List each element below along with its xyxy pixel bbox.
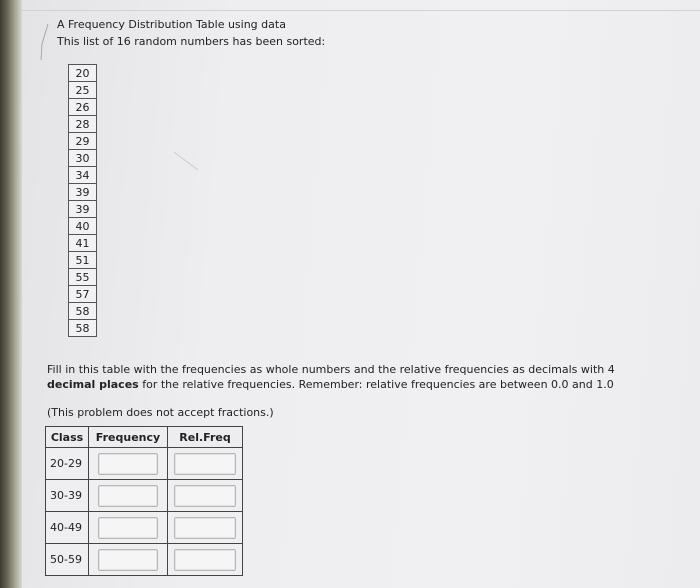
number-cell: 39 <box>69 201 97 218</box>
number-row <box>69 320 97 337</box>
class-cell: 50-59 <box>46 544 89 576</box>
page-subtitle: This list of 16 random numbers has been sorted: <box>57 35 326 48</box>
frequency-row <box>46 480 243 512</box>
number-cell: 26 <box>69 99 97 116</box>
frequency-table-header-row <box>46 427 243 448</box>
number-row <box>69 150 97 167</box>
number-cell: 29 <box>69 133 97 150</box>
frequency-cell <box>89 544 168 576</box>
sorted-numbers-table <box>68 64 97 337</box>
number-cell: 39 <box>69 184 97 201</box>
number-row <box>69 82 97 99</box>
frequency-input[interactable] <box>98 485 158 507</box>
number-cell: 30 <box>69 150 97 167</box>
number-cell: 28 <box>69 116 97 133</box>
number-row <box>69 286 97 303</box>
rel-freq-cell <box>168 544 243 576</box>
rel-freq-input[interactable] <box>174 485 236 507</box>
frequency-cell <box>89 448 168 480</box>
number-cell: 58 <box>69 303 97 320</box>
class-cell: 40-49 <box>46 512 89 544</box>
number-row <box>69 218 97 235</box>
class-cell: 20-29 <box>46 448 89 480</box>
no-fractions-note: (This problem does not accept fractions.) <box>47 406 274 419</box>
number-row <box>69 99 97 116</box>
number-row <box>69 201 97 218</box>
page-title: A Frequency Distribution Table using data <box>57 18 286 31</box>
header-rel-freq: Rel.Freq <box>168 427 243 448</box>
number-cell: 20 <box>69 65 97 82</box>
instructions-bold: decimal places <box>47 378 139 391</box>
number-cell: 58 <box>69 320 97 337</box>
number-row <box>69 133 97 150</box>
frequency-input[interactable] <box>98 549 158 571</box>
number-row <box>69 269 97 286</box>
rel-freq-cell <box>168 480 243 512</box>
number-row <box>69 116 97 133</box>
number-cell: 57 <box>69 286 97 303</box>
number-row <box>69 235 97 252</box>
frequency-table <box>45 426 243 576</box>
header-class: Class <box>46 427 89 448</box>
frequency-row <box>46 448 243 480</box>
frequency-row <box>46 544 243 576</box>
instructions-line1: Fill in this table with the frequencies as whole numbers and the relative frequencies as decimals with 4 <box>47 363 615 376</box>
frequency-row <box>46 512 243 544</box>
frequency-cell <box>89 512 168 544</box>
instructions-text <box>47 362 647 392</box>
worksheet-page <box>22 0 700 588</box>
number-row <box>69 303 97 320</box>
number-row <box>69 184 97 201</box>
number-row <box>69 167 97 184</box>
photo-left-edge <box>0 0 22 588</box>
frequency-cell <box>89 480 168 512</box>
rel-freq-cell <box>168 448 243 480</box>
instructions-line2: for the relative frequencies. Remember: relative frequencies are between 0.0 and 1.0 <box>138 378 614 391</box>
class-cell: 30-39 <box>46 480 89 512</box>
number-cell: 41 <box>69 235 97 252</box>
number-cell: 55 <box>69 269 97 286</box>
number-cell: 25 <box>69 82 97 99</box>
number-row <box>69 65 97 82</box>
number-cell: 40 <box>69 218 97 235</box>
frequency-input[interactable] <box>98 517 158 539</box>
faint-mark-decoration <box>172 150 202 172</box>
rel-freq-input[interactable] <box>174 549 236 571</box>
rel-freq-input[interactable] <box>174 517 236 539</box>
frequency-input[interactable] <box>98 453 158 475</box>
rel-freq-cell <box>168 512 243 544</box>
number-row <box>69 252 97 269</box>
rel-freq-input[interactable] <box>174 453 236 475</box>
pen-mark-decoration <box>38 22 52 62</box>
number-cell: 34 <box>69 167 97 184</box>
number-cell: 51 <box>69 252 97 269</box>
header-frequency: Frequency <box>89 427 168 448</box>
